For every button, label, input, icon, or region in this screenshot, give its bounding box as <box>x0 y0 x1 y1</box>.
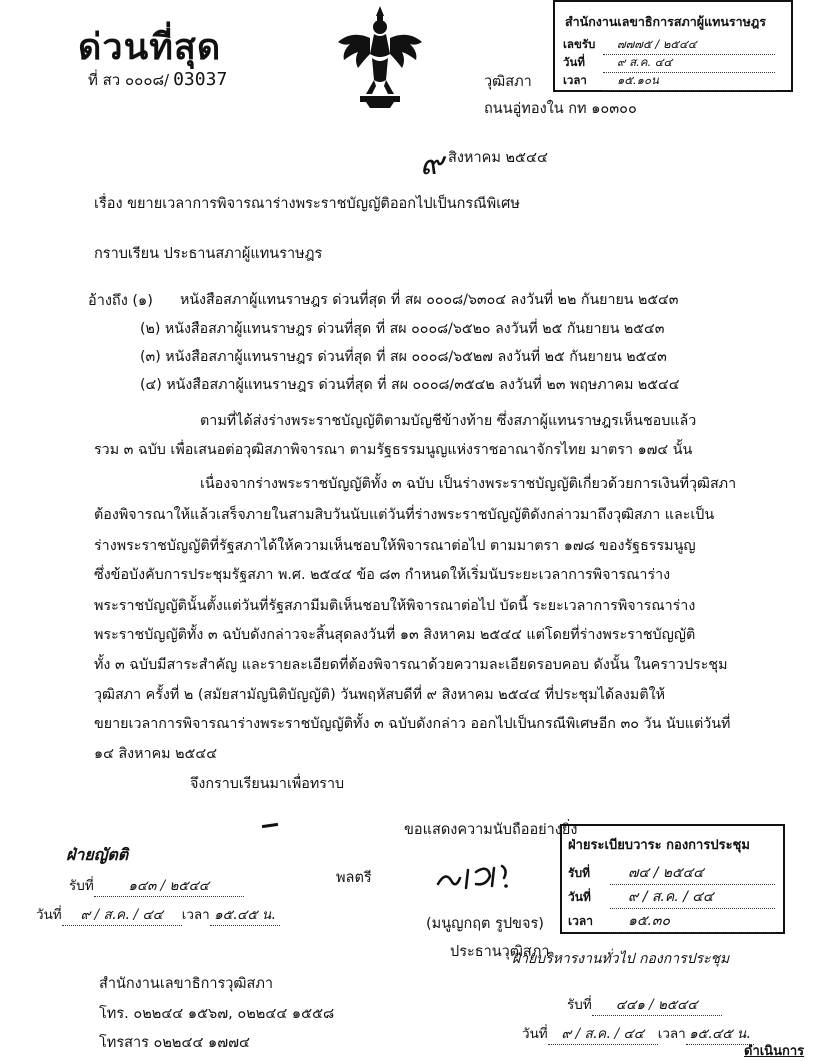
legal-stamp-value: ๙ / ส.ค. / ๔๔ <box>62 903 182 926</box>
general-stamp-receipt <box>567 993 722 1016</box>
reference-item: หนังสือสภาผู้แทนราษฎร ด่วนที่สุด ที่ สผ ๐๐๐๘/๖๓๐๔ ลงวันที่ ๒๒ กันยายน ๒๕๔๓ <box>180 292 679 308</box>
receipt-stamp-value: ๑๕.๑๐น <box>603 72 775 91</box>
general-stamp-value: ๔๔๑ / ๒๕๔๔ <box>592 993 722 1016</box>
sender-address: ถนนอู่ทองใน กท ๑๐๓๐๐ <box>484 101 637 117</box>
receipt-stamp-label: วันที่ <box>563 55 585 69</box>
body-paragraph-line: เนื่องจากร่างพระราชบัญญัติทั้ง ๓ ฉบับ เป็นร่างพระราชบัญญัติเกี่ยวด้วยการเงินที่วุฒิสภา <box>200 476 737 492</box>
handwritten-signature <box>432 856 542 896</box>
body-paragraph-line: พระราชบัญญัติทั้ง ๓ ฉบับดังกล่าวจะสิ้นสุดลงวันที่ ๑๓ สิงหาคม ๒๕๔๔ แต่โดยที่ร่างพระราชบัญญัติ <box>94 627 696 643</box>
body-paragraph-line: ทั้ง ๓ ฉบับมีสาระสำคัญ และรายละเอียดที่ต้องพิจารณาด้วยความละเอียดรอบคอบ ดังนั้น ในคราวประชุม <box>94 657 728 673</box>
general-stamp-label: วันที่ <box>522 1026 548 1042</box>
meeting-stamp-label: วันที่ <box>568 890 591 904</box>
receipt-stamp <box>553 0 793 92</box>
document-reference <box>88 68 227 92</box>
receipt-stamp-label: เวลา <box>563 73 587 87</box>
reference-item: (๓) หนังสือสภาผู้แทนราษฎร ด่วนที่สุด ที่ สผ ๐๐๐๘/๖๕๒๗ ลงวันที่ ๒๕ กันยายน ๒๕๔๓ <box>140 349 667 365</box>
meeting-stamp-value: ๑๕.๓๐ <box>610 910 775 933</box>
reference-item: (๒) หนังสือสภาผู้แทนราษฎร ด่วนที่สุด ที่ สผ ๐๐๐๘/๖๕๒๐ ลงวันที่ ๒๕ กันยายน ๒๕๔๓ <box>140 321 665 337</box>
meeting-stamp-row <box>568 886 775 909</box>
meeting-stamp-label: รับที่ <box>568 866 590 880</box>
signer-name: (มนูญกฤต รูปขจร) <box>426 916 544 932</box>
meeting-stamp-value: ๗๔ / ๒๕๔๔ <box>610 862 775 885</box>
general-stamp-title: ฝ่ายบริหารงานทั่วไป กองการประชุม <box>512 951 730 967</box>
legal-stamp-title: ฝ่ายญัตติ <box>66 845 129 864</box>
receipt-stamp-label: เลขรับ <box>563 37 596 51</box>
document-date: สิงหาคม ๒๕๔๔ <box>448 150 548 166</box>
ref-number: 03037 <box>173 69 228 90</box>
receipt-stamp-row <box>563 72 775 91</box>
body-paragraph-line: รวม ๓ ฉบับ เพื่อเสนอต่อวุฒิสภาพิจารณา ตามรัฐธรรมนูญแห่งราชอาณาจักรไทย มาตรา ๑๗๔ นั้น <box>94 442 693 458</box>
reference-item: (๔) หนังสือสภาผู้แทนราษฎร ด่วนที่สุด ที่ สผ ๐๐๐๘/๓๕๔๒ ลงวันที่ ๒๓ พฤษภาคม ๒๕๔๔ <box>140 377 680 393</box>
body-paragraph-line: ขยายเวลาการพิจารณาร่างพระราชบัญญัติทั้ง ๓ ฉบับดังกล่าว ออกไปเป็นกรณีพิเศษอีก ๓๐ วัน นับแต่วันที่ <box>94 716 731 732</box>
legal-stamp-receipt <box>69 874 244 897</box>
signer-rank: พลตรี <box>336 870 372 886</box>
general-stamp-action: ดำเนินการ <box>744 1044 805 1059</box>
ref-prefix: ที่ สว ๐๐๐๘/ <box>88 71 170 89</box>
body-paragraph-line: ตามที่ได้ส่งร่างพระราชบัญญัติตามบัญชีข้างท้าย ซึ่งสภาผู้แทนราษฎรเห็นชอบแล้ว <box>200 413 697 429</box>
meeting-stamp-row <box>568 862 775 885</box>
general-stamp-date <box>522 1022 754 1045</box>
meeting-stamp-row <box>568 910 775 933</box>
sender-office: วุฒิสภา <box>484 74 532 90</box>
general-stamp-label: รับที่ <box>567 997 592 1013</box>
meeting-agenda-stamp <box>560 824 785 934</box>
meeting-stamp-label: เวลา <box>568 914 593 928</box>
legal-stamp-label: วันที่ <box>36 907 62 923</box>
legal-stamp-value: ๑๔๓ / ๒๕๔๔ <box>94 874 244 897</box>
footer-telephone: โทร. ๐๒๒๔๔ ๑๕๖๗, ๐๒๒๔๔ ๑๕๕๘ <box>99 1006 335 1022</box>
closing-phrase: ขอแสดงความนับถืออย่างยิ่ง <box>404 822 578 838</box>
signer-position: ประธานวุฒิสภา <box>450 944 550 960</box>
body-paragraph-line: ๑๔ สิงหาคม ๒๕๔๔ <box>94 746 218 762</box>
handwritten-dash-mark <box>262 823 278 828</box>
meeting-stamp-title: ฝ่ายระเบียบวาระ กองการประชุม <box>568 838 750 853</box>
body-paragraph-line: ซึ่งข้อบังคับการประชุมรัฐสภา พ.ศ. ๒๕๔๔ ข้อ ๘๓ กำหนดให้เริ่มนับระยะเวลาการพิจารณาร่าง <box>94 567 671 583</box>
body-paragraph-line: ร่างพระราชบัญญัติที่รัฐสภาได้ให้ความเห็นชอบให้พิจารณาต่อไป ตามมาตรา ๑๗๘ ของรัฐธรรมนูญ <box>94 538 696 554</box>
footer-office: สำนักงานเลขาธิการวุฒิสภา <box>99 976 274 992</box>
legal-stamp-label: รับที่ <box>69 878 94 894</box>
body-paragraph-line: วุฒิสภา ครั้งที่ ๒ (สมัยสามัญนิติบัญญัติ) วันพฤหัสบดีที่ ๙ สิงหาคม ๒๕๔๔ ที่ประชุมได้ลงมติให้ <box>94 687 666 703</box>
footer-fax: โทรสาร ๐๒๒๔๔ ๑๗๗๔ <box>99 1035 251 1051</box>
legal-stamp-label: เวลา <box>181 907 210 923</box>
body-closing-sentence: จึงกราบเรียนมาเพื่อทราบ <box>190 776 345 792</box>
receipt-stamp-title: สำนักงานเลขาธิการสภาผู้แทนราษฎร <box>565 14 766 29</box>
general-stamp-value: ๑๕.๔๕ น. <box>686 1022 754 1045</box>
letter-addressee: กราบเรียน ประธานสภาผู้แทนราษฎร <box>94 246 323 262</box>
body-paragraph-line: ต้องพิจารณาให้แล้วเสร็จภายในสามสิบวันนับแต่วันที่ร่างพระราชบัญญัติดังกล่าวมาถึงวุฒิสภา และเป็น <box>94 507 715 523</box>
general-stamp-label: เวลา <box>657 1026 686 1042</box>
legal-stamp-date <box>36 903 280 926</box>
garuda-emblem-icon <box>330 2 430 110</box>
letter-subject: เรื่อง ขยายเวลาการพิจารณาร่างพระราชบัญญัติออกไปเป็นกรณีพิเศษ <box>94 196 520 212</box>
receipt-stamp-value: ๙ ส.ค. ๔๔ <box>603 54 775 73</box>
receipt-stamp-row <box>563 54 775 73</box>
meeting-stamp-value: ๙ / ส.ค. / ๔๔ <box>610 886 775 909</box>
legal-stamp-value: ๑๕.๔๕ น. <box>210 903 280 926</box>
references-label: อ้างถึง (๑) <box>88 293 153 309</box>
receipt-stamp-value: ๗๗๗๕ / ๒๕๔๔ <box>603 36 775 55</box>
date-day-handwritten: ๙ <box>420 144 444 182</box>
receipt-stamp-row <box>563 36 775 55</box>
urgency-heading: ด่วนที่สุด <box>78 27 222 68</box>
general-stamp-value: ๙ / ส.ค. / ๔๔ <box>548 1022 658 1045</box>
body-paragraph-line: พระราชบัญญัตินั้นตั้งแต่วันที่รัฐสภามีมติเห็นชอบให้พิจารณาต่อไป บัดนี้ ระยะเวลาการพิจารณาร่าง <box>94 598 696 614</box>
